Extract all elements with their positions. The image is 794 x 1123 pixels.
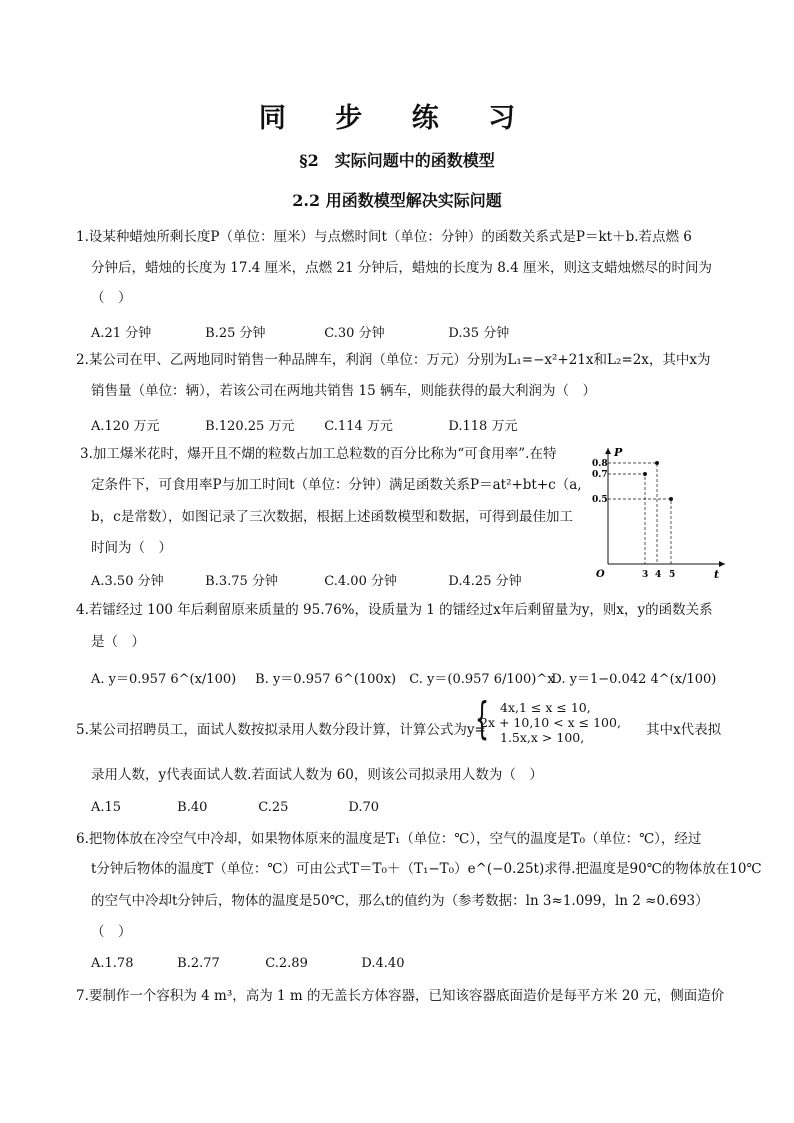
q6-option-b: B.2.77 <box>177 956 220 971</box>
q3-graph-point-3 <box>643 472 647 476</box>
q5-piecewise <box>480 700 621 745</box>
q4-options <box>91 668 716 687</box>
q2-line-2: 销售量（单位：辆），若该公司在两地共销售 15 辆车，则能获得的最大利润为（ ） <box>91 383 597 399</box>
q3-graph-guide-3 <box>608 474 645 564</box>
q5-case-3: 1.5x,x > 100, <box>500 730 585 745</box>
q3-line-4: 时间为（ ） <box>91 540 172 556</box>
q3-graph-x-arrow <box>719 561 725 567</box>
q3-graph <box>590 440 730 580</box>
q5-brace: { <box>475 693 489 744</box>
q5-line-1: 5.某公司招聘员工，面试人数按拟录用人数分段计算，计算公式为y= <box>76 722 486 738</box>
q5-line-2: 录用人数，y代表面试人数.若面试人数为 60，则该公司拟录用人数为（ ） <box>91 767 543 783</box>
q3-graph-origin: O <box>596 569 605 580</box>
q1-options <box>91 322 509 341</box>
q3-graph-y-label: P <box>614 446 623 459</box>
q3-graph-y-arrow <box>605 448 611 454</box>
q3-option-a: A.3.50 分钟 <box>91 574 164 589</box>
q2-option-b: B.120.25 万元 <box>205 419 295 434</box>
q2-options <box>91 415 517 434</box>
q2-option-c: C.114 万元 <box>324 419 393 434</box>
q1-option-a: A.21 分钟 <box>91 326 152 341</box>
q5-case-1: 4x,1 ≤ x ≤ 10, <box>500 700 591 715</box>
q3-graph-x-tick-0: 3 <box>642 570 649 580</box>
q5-option-b: B.40 <box>177 800 208 815</box>
q3-graph-guide-4 <box>608 463 657 564</box>
q1-option-d: D.35 分钟 <box>448 326 510 341</box>
q3-graph-y-tick-1: 0.7 <box>592 470 608 480</box>
q2-line-1: 2.某公司在甲、乙两地同时销售一种品牌车，利润（单位：万元）分别为L₁=−x²+21x和L₂=2x，其中x为 <box>76 352 711 368</box>
q4-option-d: D. y＝1−0.042 4^(x/100) <box>551 672 717 687</box>
q4-option-b: B. y＝0.957 6^(100x) <box>255 672 397 687</box>
q7-line-1: 7.要制作一个容积为 4 m³，高为 1 m 的无盖长方体容器，已知该容器底面造价是每平方米 20 元，侧面造价 <box>76 988 725 1004</box>
q3-line-1: 3.加工爆米花时，爆开且不煳的粒数占加工总粒数的百分比称为“可食用率”.在特 <box>80 446 557 462</box>
q5-option-d: D.70 <box>348 800 380 815</box>
q2-option-d: D.118 万元 <box>448 419 518 434</box>
q3-graph-point-5 <box>669 497 673 501</box>
q3-graph-x-tick-2: 5 <box>669 570 676 580</box>
q2-option-a: A.120 万元 <box>91 419 160 434</box>
q3-graph-y-tick-2: 0.5 <box>592 495 608 505</box>
q3-graph-point-4 <box>655 461 659 465</box>
q5-option-a: A.15 <box>91 800 122 815</box>
q6-option-a: A.1.78 <box>91 956 134 971</box>
q3-line-2: 定条件下，可食用率P与加工时间t（单位：分钟）满足函数关系P＝at²+bt+c（a, <box>91 477 582 493</box>
q3-graph-x-label: t <box>714 568 720 580</box>
q3-graph-y-tick-0: 0.8 <box>592 459 608 469</box>
section-title: §2 实际问题中的函数模型 <box>299 151 495 170</box>
page-title: 同 步 练 习 <box>258 103 536 134</box>
q3-line-3: b，c是常数），如图记录了三次数据，根据上述函数模型和数据，可得到最佳加工 <box>91 509 573 525</box>
q1-option-b: B.25 分钟 <box>205 326 266 341</box>
q6-line-4: （ ） <box>91 924 132 940</box>
q3-option-b: B.3.75 分钟 <box>205 574 278 589</box>
q5-case-2: 2x + 10,10 < x ≤ 100, <box>480 715 621 730</box>
q1-line-3: （ ） <box>91 290 132 306</box>
q6-line-3: 的空气中冷却t分钟后，物体的温度是50℃，那么t的值约为（参考数据：ln 3≈1.099，ln 2 ≈0.693） <box>91 893 709 909</box>
q4-option-a: A. y＝0.957 6^(x/100) <box>91 672 237 687</box>
q1-line-2: 分钟后，蜡烛的长度为 17.4 厘米，点燃 21 分钟后，蜡烛的长度为 8.4 厘米，则这支蜡烛燃尽的时间为 <box>91 260 712 276</box>
q5-line-1-tail: 其中x代表拟 <box>646 722 722 738</box>
q6-options <box>91 956 404 971</box>
q5-options <box>91 800 379 815</box>
q3-options <box>91 570 522 589</box>
subsection-title: 2.2 用函数模型解决实际问题 <box>292 191 502 210</box>
q4-line-2: 是（ ） <box>91 634 145 650</box>
q3-option-c: C.4.00 分钟 <box>324 574 397 589</box>
q3-graph-guide-5 <box>608 499 671 564</box>
q1-line-1: 1.设某种蜡烛所剩长度P（单位：厘米）与点燃时间t（单位：分钟）的函数关系式是P＝kt＋b.若点燃 6 <box>76 229 692 245</box>
q6-line-1: 6.把物体放在冷空气中冷却，如果物体原来的温度是T₁（单位：℃），空气的温度是T₀（单位：℃），经过 <box>76 831 702 847</box>
q3-graph-x-tick-1: 4 <box>655 570 662 580</box>
q6-option-c: C.2.89 <box>265 956 308 971</box>
q4-option-c: C. y＝(0.957 6/100)^x <box>409 672 555 687</box>
q4-line-1: 4.若镭经过 100 年后剩留原来质量的 95.76%，设质量为 1 的镭经过x年后剩留量为y，则x，y的函数关系 <box>76 602 713 618</box>
q5-option-c: C.25 <box>258 800 289 815</box>
q1-option-c: C.30 分钟 <box>324 326 385 341</box>
q6-option-d: D.4.40 <box>361 956 405 971</box>
q6-line-2: t分钟后物体的温度T（单位：℃）可由公式T＝T₀＋（T₁−T₀）e^(−0.25t)求得.把温度是90℃的物体放在10℃ <box>91 861 762 877</box>
q3-option-d: D.4.25 分钟 <box>448 574 522 589</box>
